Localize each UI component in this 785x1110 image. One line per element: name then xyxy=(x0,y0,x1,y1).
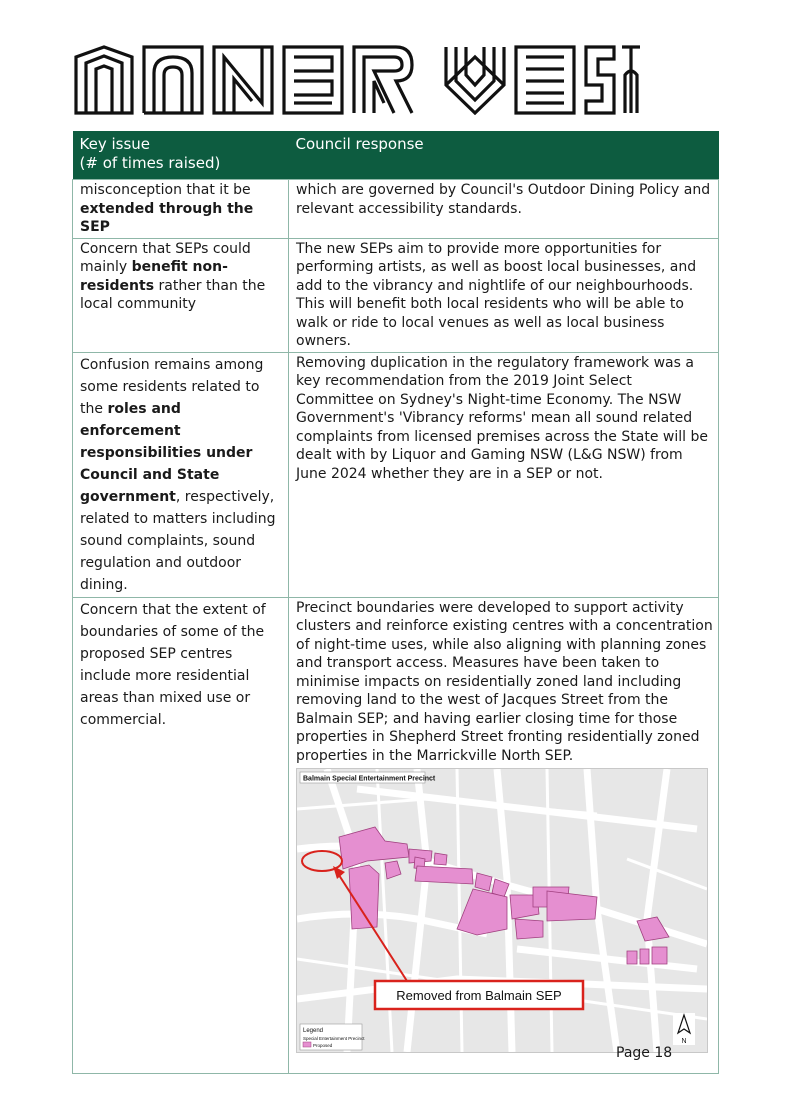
response-cell: The new SEPs aim to provide more opportunities for performing artists, as well as boost local businesses, and add to the vibrancy and nightlife of our neighbourhoods. This will benefit both local residents who will be able to walk or ride to local venues as well as local business owners. xyxy=(289,238,719,352)
header-council-response: Council response xyxy=(289,131,719,180)
svg-text:Legend: Legend xyxy=(303,1028,324,1034)
response-cell: Removing duplication in the regulatory framework was a key recommendation from the 2019 Joint Select Committee on Sydney's Night-time Economy. The NSW Government's 'Vibrancy reforms' mean all sound related complaints from licensed premises across the State will be dealt with by Liquor and Gaming NSW (L&G NSW) from June 2024 whether they are in a SEP or not. xyxy=(289,352,719,597)
logo-letter-t xyxy=(622,47,640,113)
table-row xyxy=(73,352,719,597)
map-title: Balmain Special Entertainment Precinct xyxy=(303,775,436,783)
table-row xyxy=(73,597,719,1073)
key-issues-table xyxy=(72,131,719,1074)
map-graphic xyxy=(297,769,707,1052)
callout-label: Removed from Balmain SEP xyxy=(396,988,562,1003)
svg-text:Special Entertainment Precinct: Special Entertainment Precinct xyxy=(303,1036,365,1041)
logo-letter-i xyxy=(76,47,132,113)
table-header-row xyxy=(73,131,719,180)
logo-letter-e2 xyxy=(516,47,574,113)
response-cell xyxy=(289,597,719,1073)
logo-letter-w xyxy=(446,47,504,113)
logo-letter-e xyxy=(284,47,342,113)
logo-letter-s xyxy=(586,47,614,113)
header-key-issue: Key issue (# of times raised) xyxy=(73,131,289,180)
page-number: Page 18 xyxy=(616,1045,673,1061)
response-text: Precinct boundaries were developed to support activity clusters and reinforce existing centres with a concentration of night-time uses, while also aligning with planning zones and transport access. Measures have been taken to minimise impacts on residentially zoned land including removing land to the west of Jacques Street from the Balmain SEP; and having earlier closing time for those properties in Shepherd Street fronting residentially zoned properties in the Marrickville North SEP. xyxy=(296,599,713,764)
inner-west-logo xyxy=(74,45,642,115)
svg-text:Proposed: Proposed xyxy=(313,1043,333,1048)
table-row xyxy=(73,180,719,239)
issue-cell: Concern that the extent of boundaries of some of the proposed SEP centres include more residential areas than mixed use or commercial. xyxy=(73,597,289,1073)
response-cell: which are governed by Council's Outdoor Dining Policy and relevant accessibility standards. xyxy=(289,180,719,239)
logo-letter-r xyxy=(354,47,412,113)
issue-cell: Confusion remains among some residents related to the roles and enforcement responsibilities under Council and State government, respectively, related to matters including sound complaints, sound regulation and outdoor dining. xyxy=(73,352,289,597)
issue-cell: misconception that it be extended through the SEP xyxy=(73,180,289,239)
svg-text:N: N xyxy=(681,1038,687,1045)
logo-letter-n1 xyxy=(144,47,202,113)
issue-cell: Concern that SEPs could mainly benefit non-residents rather than the local community xyxy=(73,238,289,352)
logo-letter-n2 xyxy=(214,47,272,113)
table-row xyxy=(73,238,719,352)
balmain-sep-map xyxy=(296,768,708,1053)
